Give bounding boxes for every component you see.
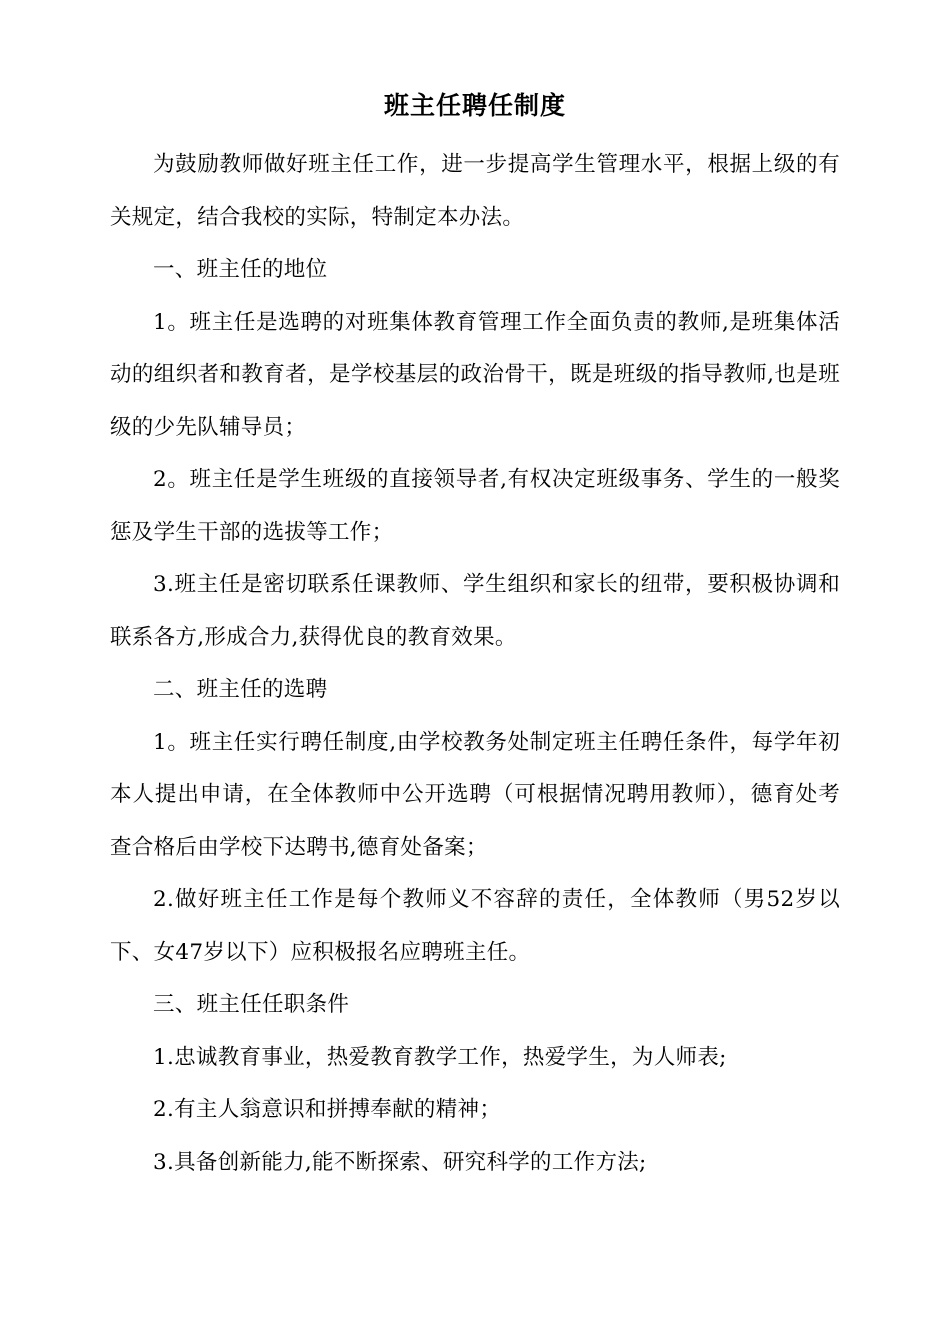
paragraph-3-3: 3.具备创新能力,能不断探索、研究科学的工作方法;: [153, 1149, 647, 1175]
paragraph-1-2: 2。班主任是学生班级的直接领导者,有权决定班级事务、学生的一般奖惩及学生干部的选拔等工作；: [110, 467, 840, 545]
paragraph-1-3: 3.班主任是密切联系任课教师、学生组织和家长的纽带，要积极协调和联系各方,形成合力,获得优良的教育效果。: [110, 572, 840, 650]
document-title: 班主任聘任制度: [383, 91, 566, 120]
paragraph-3-1: 1.忠诚教育事业，热爱教育教学工作，热爱学生，为人师表;: [153, 1044, 727, 1070]
paragraph-2-2: 2.做好班主任工作是每个教师义不容辞的责任，全体教师（男52岁以下、女47岁以下）应积极报名应聘班主任。: [110, 887, 840, 965]
document-body: [110, 139, 840, 1189]
paragraph-3-2: 2.有主人翁意识和拼搏奉献的精神；: [153, 1097, 502, 1122]
section-heading-1: 一、班主任的地位: [153, 257, 328, 282]
section-heading-3: 三、班主任任职条件: [153, 992, 350, 1017]
paragraph-2-1: 1。班主任实行聘任制度,由学校教务处制定班主任聘任条件，每学年初本人提出申请，在全体教师中公开选聘（可根据情况聘用教师），德育处考查合格后由学校下达聘书,德育处备案；: [110, 729, 840, 860]
paragraph-1-1: 1。班主任是选聘的对班集体教育管理工作全面负责的教师,是班集体活动的组织者和教育者，是学校基层的政治骨干，既是班级的指导教师,也是班级的少先队辅导员；: [110, 309, 840, 440]
paragraph-intro: 为鼓励教师做好班主任工作，进一步提高学生管理水平，根据上级的有关规定，结合我校的实际，特制定本办法。: [110, 152, 840, 230]
section-heading-2: 二、班主任的选聘: [153, 677, 328, 702]
